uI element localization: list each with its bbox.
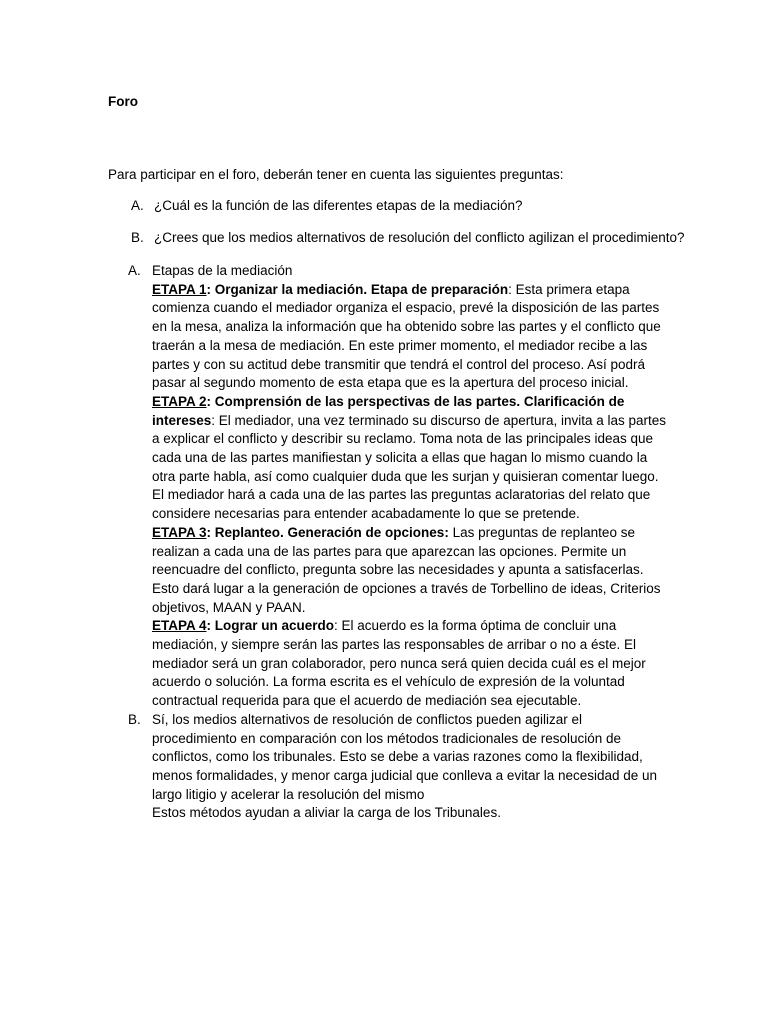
etapa-1-body: : Esta primera etapa comienza cuando el mediador organiza el espacio, prevé la disposición de las partes en la mesa, analiza la información que ha obtenido sobre las partes y el conflicto que traerán a la mesa de mediación. En este primer momento, el mediador recibe a las partes y con su actitud debe transmitir que tendrá el control del proceso. Así podrá pasar al segundo momento de esta etapa que es la apertura del proceso inicial.: [152, 281, 661, 391]
etapa-2-label: ETAPA 2: [152, 393, 207, 409]
question-a-marker: A.: [131, 198, 144, 213]
document-title: Foro: [108, 94, 138, 109]
etapa-1-paragraph: [152, 281, 668, 393]
question-b-text: ¿Crees que los medios alternativos de resolución del conflicto agilizan el procedimiento?: [154, 230, 685, 245]
answer-b-paragraph-1: Sí, los medios alternativos de resolución de conflictos pueden agilizar el procedimiento en comparación con los métodos tradicionales de resolución de conflictos, como los tribunales. Esto se debe a varias razones como la flexibilidad, menos formalidades, y menor carga judicial que conlleva a evitar la necesidad de un largo litigio y acelerar la resolución del mismo: [152, 711, 658, 802]
question-b-marker: B.: [131, 230, 144, 245]
etapa-1-label: ETAPA 1: [152, 281, 207, 297]
etapa-4-label: ETAPA 4: [152, 618, 207, 634]
answer-a: [128, 262, 668, 711]
etapa-2-colon: :: [206, 393, 212, 409]
etapa-4-body: : El acuerdo es la forma óptima de concluir una mediación, y siempre serán las partes las responsables de arribar o no a éste. El mediador será un gran colaborador, pero nunca será quien decida cuál es el mejor acuerdo o solución. La forma escrita es el vehículo de expresión de la voluntad contractual requerida para que el acuerdo de mediación sea ejecutable.: [152, 618, 646, 709]
etapa-3-body: Las preguntas de replanteo se realizan a cada una de las partes para que aparezcan las opciones. Permite un reencuadre del conflicto, pregunta sobre las necesidades y apunta a satisfacerlas. Esto dará lugar a la generación de opciones a través de Torbellino de ideas, Criterios objetivos, MAAN y PAAN.: [152, 524, 661, 615]
question-a-text: ¿Cuál es la función de las diferentes etapas de la mediación?: [154, 198, 523, 213]
etapa-4-title: Lograr un acuerdo: [211, 618, 335, 634]
etapa-3-colon: :: [206, 524, 212, 540]
answer-a-heading: Etapas de la mediación: [152, 263, 293, 278]
answer-b: [128, 711, 668, 823]
answer-b-marker: B.: [128, 711, 141, 727]
etapa-2-body: : El mediador, una vez terminado su discurso de apertura, invita a las partes a explicar el conflicto y describir su reclamo. Toma nota de las principales ideas que cada una de las partes manifiestan y solicita a ellas que hagan lo mismo cuando la otra parte habla, así como cualquier duda que les surjan y quisieran comentar luego. El mediador hará a cada una de las partes las preguntas aclaratorias del relato que considere necesarias para entender acabadamente lo que se pretende.: [152, 412, 667, 522]
answer-b-paragraph-2: Estos métodos ayudan a aliviar la carga de los Tribunales.: [152, 805, 501, 821]
etapa-3-title: Replanteo. Generación de opciones:: [211, 524, 449, 540]
etapa-3-paragraph: [152, 524, 668, 618]
etapa-1-title: Organizar la mediación. Etapa de preparación: [211, 281, 509, 297]
answer-a-marker: A.: [128, 263, 141, 278]
etapa-2-paragraph: [152, 393, 668, 524]
etapa-4-paragraph: [152, 617, 668, 711]
intro-paragraph: Para participar en el foro, deberán tener en cuenta las siguientes preguntas:: [108, 167, 564, 182]
etapa-3-label: ETAPA 3: [152, 524, 207, 540]
answers-list: [128, 262, 668, 823]
etapa-2-title: Comprensión de las perspectivas de las partes. Clarificación de intereses: [152, 393, 625, 428]
etapa-1-colon: :: [206, 281, 212, 297]
etapa-4-colon: :: [206, 618, 212, 634]
